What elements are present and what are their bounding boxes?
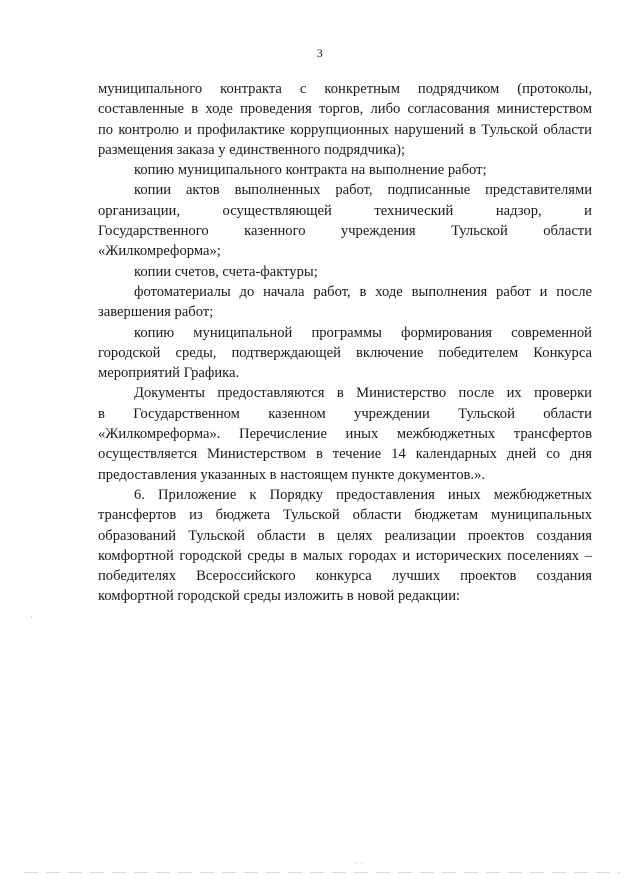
paragraph-contract-copy [98, 160, 592, 180]
text-line: организации, осуществляющей технический надзор, и [98, 202, 592, 219]
text-line: размещения заказа у единственного подрядчика); [98, 141, 406, 158]
text-line: копии счетов, счета-фактуры; [134, 263, 318, 280]
text-line: комфортной городской среды изложить в новой редакции: [98, 588, 461, 605]
text-line: завершения работ; [98, 304, 214, 321]
text-line: Документы предоставляются в Министерство после их проверки [134, 385, 592, 402]
paragraph-photos [98, 282, 592, 323]
scan-edge-line [24, 872, 620, 873]
text-line: комфортной городской среды в малых городах и исторических поселениях – [98, 547, 592, 564]
paragraph-acts-copies [98, 180, 592, 261]
text-line: городской среды, подтверждающей включение победителем Конкурса [98, 344, 592, 361]
scan-speck: · · [355, 858, 364, 868]
paragraph-item-6 [98, 485, 592, 607]
text-line: копию муниципального контракта на выполнение работ; [134, 162, 487, 179]
paragraph-invoices [98, 262, 592, 282]
text-line: «Жилкомреформа»; [98, 243, 221, 260]
text-line: Государственного казенного учреждения Тульской области [98, 223, 592, 240]
text-line: трансфертов из бюджета Тульской области бюджетам муниципальных [98, 507, 592, 524]
text-line: победителях Всероссийского конкурса лучших проектов создания [98, 568, 592, 585]
text-line: мероприятий Графика. [98, 365, 240, 382]
text-line: осуществляется Министерством в течение 14 календарных дней со дня [98, 446, 592, 463]
paragraph-contract-documents [98, 79, 592, 160]
page-number: 3 [316, 46, 324, 60]
text-line: предоставления указанных в настоящем пункте документов.». [98, 466, 486, 483]
text-line: по контролю и профилактике коррупционных нарушений в Тульской области [98, 121, 592, 138]
text-line: в Государственном казенном учреждении Тульской области [98, 405, 592, 422]
text-line: муниципального контракта с конкретным подрядчиком (протоколы, [98, 81, 592, 97]
paragraph-program-copy [98, 323, 592, 384]
text-line: фотоматериалы до начала работ, в ходе выполнения работ и после [134, 283, 592, 300]
text-line: «Жилкомреформа». Перечисление иных межбюджетных трансфертов [98, 426, 592, 443]
text-line: составленные в ходе проведения торгов, либо согласования министерством [98, 101, 592, 118]
text-line: образований Тульской области в целях реализации проектов создания [98, 527, 592, 544]
text-line: копию муниципальной программы формирования современной [134, 324, 592, 341]
text-line: 6. Приложение к Порядку предоставления иных межбюджетных [134, 486, 592, 503]
document-body [98, 79, 592, 607]
scan-speck: · [30, 612, 33, 622]
text-line: копии актов выполненных работ, подписанные представителями [134, 182, 592, 199]
paragraph-submission-terms [98, 383, 592, 484]
